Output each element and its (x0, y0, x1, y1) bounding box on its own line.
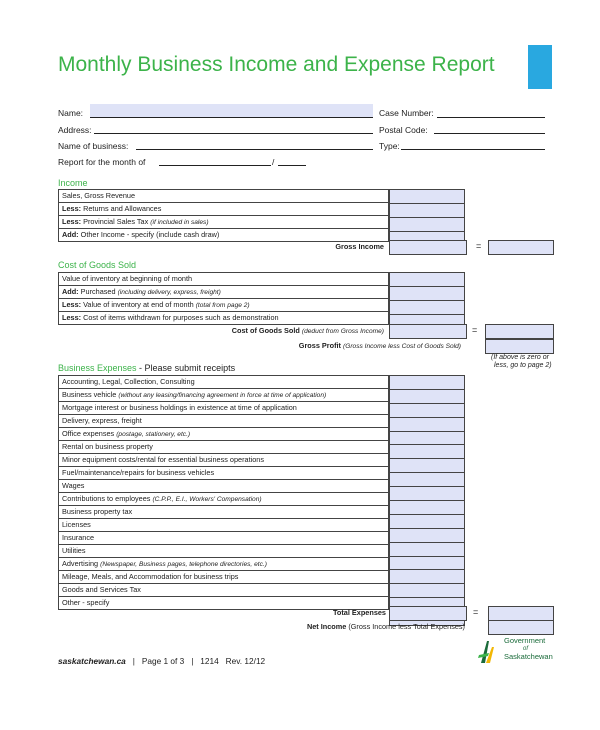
table-row: Sales, Gross Revenue (59, 190, 389, 203)
amount-field[interactable] (389, 569, 465, 583)
amount-field (389, 217, 465, 231)
report-year-field[interactable] (278, 165, 306, 166)
table-row: Add: Other Income - specify (include cash draw) (59, 229, 389, 242)
amount-field[interactable] (389, 528, 465, 542)
amount-field[interactable] (389, 556, 465, 570)
table-row: Fuel/maintenance/repairs for business vehicles (59, 467, 389, 480)
table-row: Mortgage interest or business holdings in existence at time of application (59, 402, 389, 415)
amount-field[interactable] (389, 389, 465, 403)
accent-bar (528, 45, 552, 89)
table-row: Accounting, Legal, Collection, Consulting (59, 376, 389, 389)
amount-field (389, 189, 465, 203)
amount-field[interactable] (389, 431, 465, 445)
expenses-heading: Business Expenses - Please submit receipts (58, 363, 236, 373)
saskatchewan-label: Saskatchewan (504, 652, 553, 661)
business-name-field[interactable] (136, 149, 373, 150)
footer-form-number: 1214 (200, 656, 219, 666)
gross-income-label: Gross Income (335, 242, 384, 251)
expenses-table (58, 375, 389, 610)
table-row: Less: Returns and Allowances (59, 203, 389, 216)
cogs-total-field[interactable] (485, 324, 554, 339)
cogs-subtotal-field[interactable] (389, 324, 467, 339)
report-month-field[interactable] (159, 165, 271, 166)
table-row: Business vehicle (without any leasing/financing agreement in force at time of application) (59, 389, 389, 402)
type-label: Type: (379, 141, 400, 151)
amount-field[interactable] (389, 500, 465, 514)
page-title: Monthly Business Income and Expense Report (58, 53, 495, 76)
business-name-label: Name of business: (58, 141, 129, 151)
net-income-label: Net Income (Gross Income less Total Expenses) (306, 622, 465, 631)
gross-income-total-field[interactable] (488, 240, 554, 255)
expenses-amount-column[interactable] (389, 375, 465, 626)
government-label: Government (504, 636, 546, 645)
table-row: Less: Value of inventory at end of month (total from page 2) (59, 299, 389, 312)
footer-revision: Rev. 12/12 (225, 656, 266, 666)
footer-site: saskatchewan.ca (58, 656, 126, 666)
income-amount-column[interactable] (389, 189, 465, 246)
address-label: Address: (58, 125, 92, 135)
postal-code-label: Postal Code: (379, 125, 428, 135)
cogs-heading: Cost of Goods Sold (58, 260, 137, 270)
address-field[interactable] (94, 133, 373, 134)
table-row: Advertising (Newspaper, Business pages, telephone directories, etc.) (59, 558, 389, 571)
amount-field (389, 272, 465, 286)
total-expenses-field[interactable] (488, 606, 554, 621)
table-row: Rental on business property (59, 441, 389, 454)
amount-field[interactable] (389, 403, 465, 417)
gross-profit-label: Gross Profit (Gross Income less Cost of Goods Sold) (298, 341, 461, 350)
table-row: Value of inventory at beginning of month (59, 273, 389, 286)
cogs-total-label: Cost of Goods Sold (deduct from Gross Income) (231, 326, 384, 335)
total-expenses-label: Total Expenses (333, 608, 386, 617)
income-heading: Income (58, 178, 88, 188)
table-row: Office expenses (postage, stationery, etc.) (59, 428, 389, 441)
table-row: Insurance (59, 532, 389, 545)
table-row: Contributions to employees (C.P.P., E.I., Workers' Compensation) (59, 493, 389, 506)
amount-field[interactable] (389, 444, 465, 458)
amount-field (389, 286, 465, 300)
case-number-field[interactable] (437, 117, 545, 118)
footer: saskatchewan.ca | Page 1 of 3 | 1214 Rev. 12/12 (58, 656, 266, 666)
table-row: Wages (59, 480, 389, 493)
gross-income-subtotal-field[interactable] (389, 240, 467, 255)
income-table (58, 189, 389, 242)
report-month-label: Report for the month of (58, 157, 146, 167)
amount-field[interactable] (389, 417, 465, 431)
amount-field[interactable] (389, 514, 465, 528)
amount-field[interactable] (389, 472, 465, 486)
table-row: Other - specify (59, 597, 389, 610)
zero-note-line1: (If above is zero or (491, 354, 549, 361)
government-of-label: of (523, 646, 529, 652)
name-label: Name: (58, 108, 84, 118)
table-row: Utilities (59, 545, 389, 558)
name-field[interactable] (90, 104, 373, 117)
amount-field[interactable] (389, 458, 465, 472)
zero-note-line2: less, go to page 2) (494, 362, 552, 369)
month-year-separator: / (272, 157, 275, 167)
postal-code-field[interactable] (434, 133, 545, 134)
table-row: Business property tax (59, 506, 389, 519)
table-row: Minor equipment costs/rental for essential business operations (59, 454, 389, 467)
amount-field[interactable] (389, 375, 465, 389)
amount-field[interactable] (389, 542, 465, 556)
saskatchewan-logo-icon (477, 635, 501, 665)
table-row: Less: Cost of items withdrawn for purposes such as demonstration (59, 312, 389, 325)
table-row: Licenses (59, 519, 389, 532)
amount-field (389, 203, 465, 217)
equals-sign: = (476, 241, 482, 251)
equals-sign: = (473, 607, 479, 617)
table-row: Add: Purchased (including delivery, express, freight) (59, 286, 389, 299)
type-field[interactable] (401, 149, 545, 150)
cogs-amount-column[interactable] (389, 272, 465, 329)
table-row: Delivery, express, freight (59, 415, 389, 428)
table-row: Less: Provincial Sales Tax (if included in sales) (59, 216, 389, 229)
table-row: Mileage, Meals, and Accommodation for business trips (59, 571, 389, 584)
net-income-field[interactable] (488, 620, 554, 635)
gross-profit-field[interactable] (485, 339, 554, 354)
amount-field[interactable] (389, 583, 465, 597)
case-number-label: Case Number: (379, 108, 434, 118)
amount-field[interactable] (389, 486, 465, 500)
footer-page: Page 1 of 3 (141, 656, 185, 666)
table-row: Goods and Services Tax (59, 584, 389, 597)
equals-sign: = (472, 325, 478, 335)
total-expenses-subtotal-field[interactable] (389, 606, 467, 621)
amount-field (389, 300, 465, 314)
cogs-table (58, 272, 389, 325)
